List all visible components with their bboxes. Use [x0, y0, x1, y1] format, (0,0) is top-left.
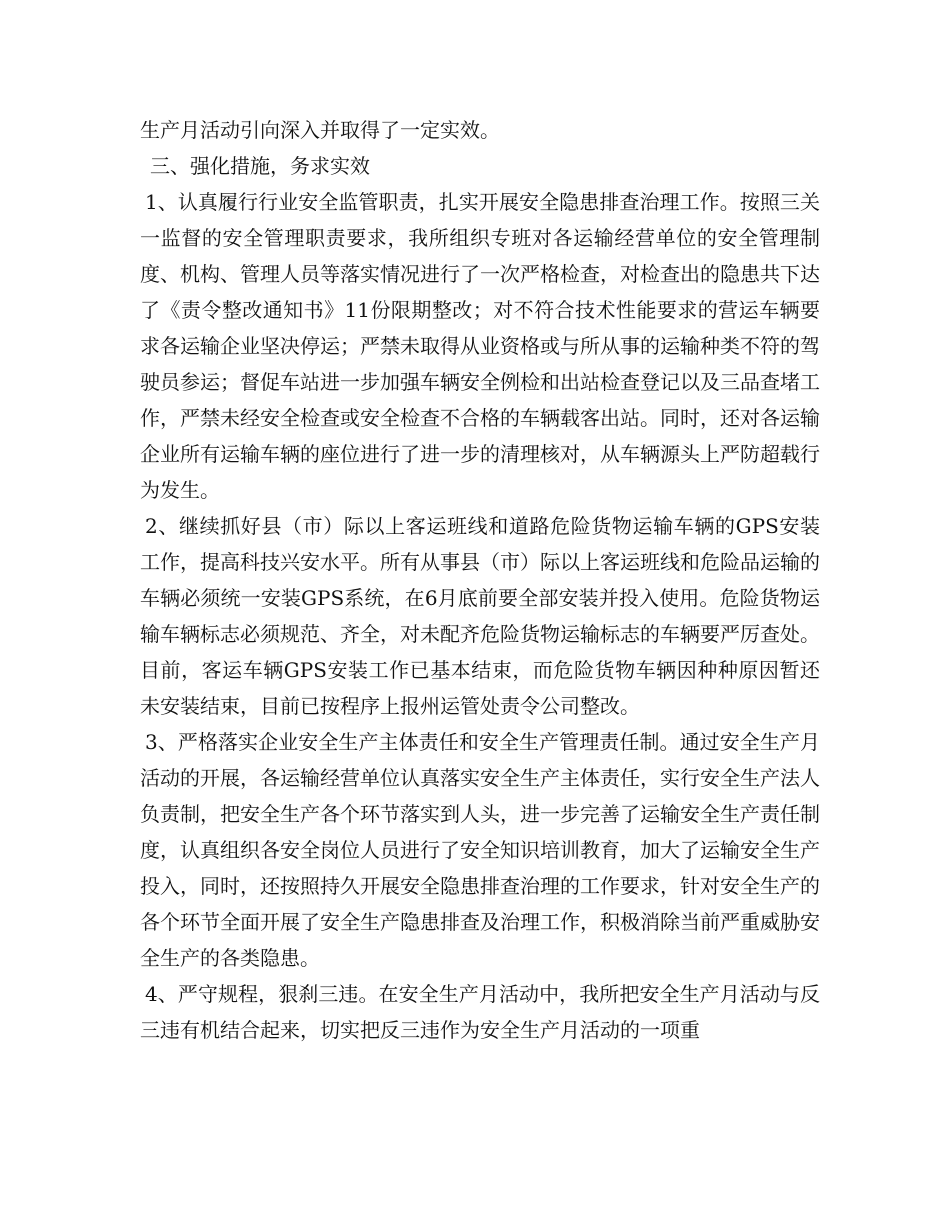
paragraph-item-2: 2、继续抓好县（市）际以上客运班线和道路危险货物运输车辆的GPS安装工作，提高科技兴安水平。所有从事县（市）际以上客运班线和危险品运输的车辆必须统一安装GPS系统，在6月底前要全部安装并投入使用。危险货物运输车辆标志必须规范、齐全，对未配齐危险货物运输标志的车辆要严厉查处。目前，客运车辆GPS安装工作已基本结束，而危险货物车辆因种种原因暂还未安装结束，目前已按程序上报州运管处责令公司整改。: [140, 514, 820, 718]
document-page: [140, 112, 820, 1048]
paragraph-item-3: 3、严格落实企业安全生产主体责任和安全生产管理责任制。通过安全生产月活动的开展，各运输经营单位认真落实安全生产主体责任，实行安全生产法人负责制，把安全生产各个环节落实到人头，进一步完善了运输安全生产责任制度，认真组织各安全岗位人员进行了安全知识培训教育，加大了运输安全生产投入，同时，还按照持久开展安全隐患排查治理的工作要求，针对安全生产的各个环节全面开展了安全生产隐患排查及治理工作，积极消除当前严重威胁安全生产的各类隐患。: [140, 730, 820, 970]
paragraph-item-1: 1、认真履行行业安全监管职责，扎实开展安全隐患排查治理工作。按照三关一监督的安全管理职责要求，我所组织专班对各运输经营单位的安全管理制度、机构、管理人员等落实情况进行了一次严格检查，对检查出的隐患共下达了《责令整改通知书》11份限期整改；对不符合技术性能要求的营运车辆要求各运输企业坚决停运；严禁未取得从业资格或与所从事的运输种类不符的驾驶员参运；督促车站进一步加强车辆安全例检和出站检查登记以及三品查堵工作，严禁未经安全检查或安全检查不合格的车辆载客出站。同时，还对各运输企业所有运输车辆的座位进行了进一步的清理核对，从车辆源头上严防超载行为发生。: [140, 190, 820, 502]
section-heading: 三、强化措施，务求实效: [150, 154, 370, 178]
paragraph-item-4: 4、严守规程，狠刹三违。在安全生产月活动中，我所把安全生产月活动与反三违有机结合起来，切实把反三违作为安全生产月活动的一项重: [140, 982, 820, 1042]
paragraph-continuation: 生产月活动引向深入并取得了一定实效。: [140, 118, 500, 142]
